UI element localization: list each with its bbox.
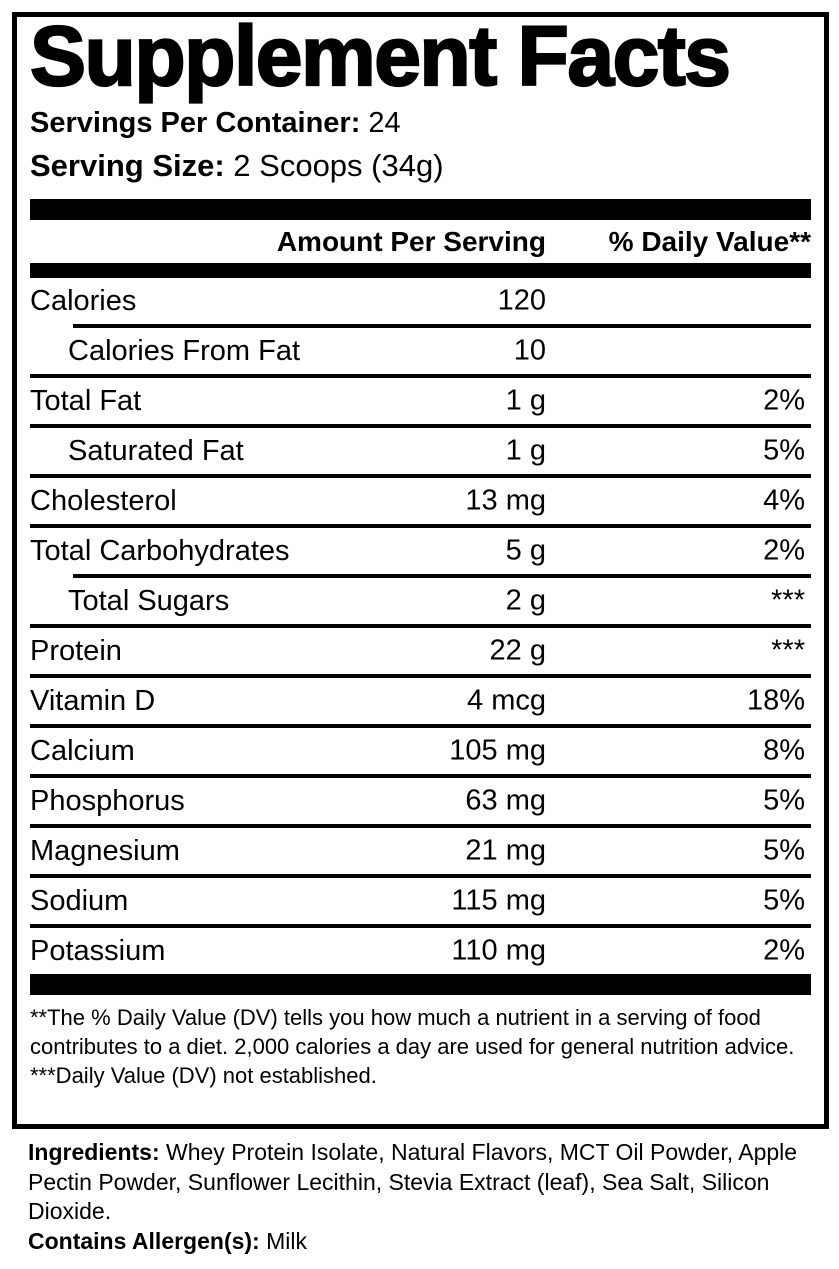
nutrient-amount: 13 mg: [465, 484, 546, 517]
nutrient-amount: 5 g: [505, 534, 546, 567]
servings-per-container: [30, 107, 811, 140]
nutrient-amount: 21 mg: [465, 834, 546, 867]
table-row: [30, 678, 811, 724]
nutrient-name: Total Sugars: [68, 584, 230, 617]
nutrient-daily-value: 5%: [763, 434, 805, 467]
nutrient-amount: 1 g: [505, 384, 546, 417]
table-row: [30, 528, 811, 574]
nutrient-daily-value: 2%: [763, 934, 805, 967]
thick-rule-header: [30, 263, 811, 278]
nutrient-name: Saturated Fat: [68, 434, 244, 467]
nutrient-amount: 105 mg: [449, 734, 546, 767]
serving-size: [30, 148, 811, 184]
nutrient-amount: 110 mg: [451, 934, 546, 967]
nutrient-daily-value: 5%: [763, 834, 805, 867]
servings-per-container-value: 24: [360, 107, 401, 139]
not-established-footnote: ***Daily Value (DV) not established.: [30, 1063, 377, 1088]
nutrient-rows: [30, 278, 811, 974]
table-row: [30, 328, 811, 374]
panel-title: Supplement Facts: [30, 9, 730, 103]
ingredients-section: [28, 1138, 816, 1256]
table-row: [30, 578, 811, 624]
nutrient-daily-value: 4%: [763, 484, 805, 517]
allergen-value: Milk: [259, 1227, 307, 1254]
table-row: [30, 428, 811, 474]
serving-size-value: 2 Scoops (34g): [224, 148, 444, 183]
nutrient-daily-value: 8%: [763, 734, 805, 767]
nutrient-name: Phosphorus: [30, 784, 185, 817]
nutrient-amount: 1 g: [505, 434, 546, 467]
nutrient-daily-value: 5%: [763, 884, 805, 917]
table-row: [30, 928, 811, 974]
nutrient-name: Calories: [30, 284, 137, 317]
servings-per-container-label: Servings Per Container:: [30, 107, 361, 139]
nutrient-amount: 22 g: [489, 634, 546, 667]
nutrient-name: Cholesterol: [30, 484, 177, 517]
table-row: [30, 628, 811, 674]
nutrient-daily-value: ***: [771, 634, 805, 667]
nutrient-daily-value: ***: [771, 584, 805, 617]
nutrient-daily-value: 18%: [746, 684, 805, 717]
nutrient-amount: 63 mg: [465, 784, 546, 817]
nutrient-amount: 10: [513, 334, 546, 367]
table-row: [30, 878, 811, 924]
allergen-line: [28, 1227, 816, 1257]
nutrient-name: Calcium: [30, 734, 135, 767]
nutrient-name: Vitamin D: [30, 684, 156, 717]
nutrient-name: Magnesium: [30, 834, 180, 867]
nutrient-name: Total Carbohydrates: [30, 534, 290, 567]
nutrient-daily-value: 2%: [763, 384, 805, 417]
ingredients-label: Ingredients:: [28, 1139, 160, 1165]
nutrient-name: Potassium: [30, 934, 166, 967]
table-row: [30, 828, 811, 874]
daily-value-footnote: **The % Daily Value (DV) tells you how much a nutrient in a serving of food contributes to a diet. 2,000 calories a day are used for general nutrition advice.: [30, 1005, 795, 1059]
table-row: [30, 728, 811, 774]
nutrient-name: Calories From Fat: [68, 334, 301, 367]
ingredients-line: [28, 1138, 816, 1227]
allergen-label: Contains Allergen(s):: [28, 1227, 260, 1254]
nutrient-name: Protein: [30, 634, 122, 667]
nutrient-name: Total Fat: [30, 384, 142, 417]
table-header: [30, 220, 811, 263]
nutrient-amount: 2 g: [505, 584, 546, 617]
table-row: [30, 778, 811, 824]
daily-value-header: % Daily Value**: [608, 225, 811, 257]
nutrient-amount: 115 mg: [451, 884, 546, 917]
ingredients-text: Whey Protein Isolate, Natural Flavors, MCT Oil Powder, Apple Pectin Powder, Sunflower Lecithin, Stevia Extract (leaf), Sea Salt, Silicon Dioxide.: [28, 1139, 798, 1224]
table-row: [30, 478, 811, 524]
thick-rule-top: [30, 199, 811, 220]
serving-size-label: Serving Size:: [30, 148, 225, 183]
table-row: [30, 278, 811, 324]
table-row: [30, 378, 811, 424]
nutrient-name: Sodium: [30, 884, 129, 917]
nutrient-amount: 120: [497, 284, 546, 317]
amount-per-serving-header: Amount Per Serving: [276, 225, 546, 257]
facts-panel: [12, 9, 829, 1129]
nutrient-daily-value: 5%: [763, 784, 805, 817]
nutrient-daily-value: 2%: [763, 534, 805, 567]
thick-rule-bottom: [30, 974, 811, 995]
nutrient-amount: 4 mcg: [467, 684, 546, 717]
